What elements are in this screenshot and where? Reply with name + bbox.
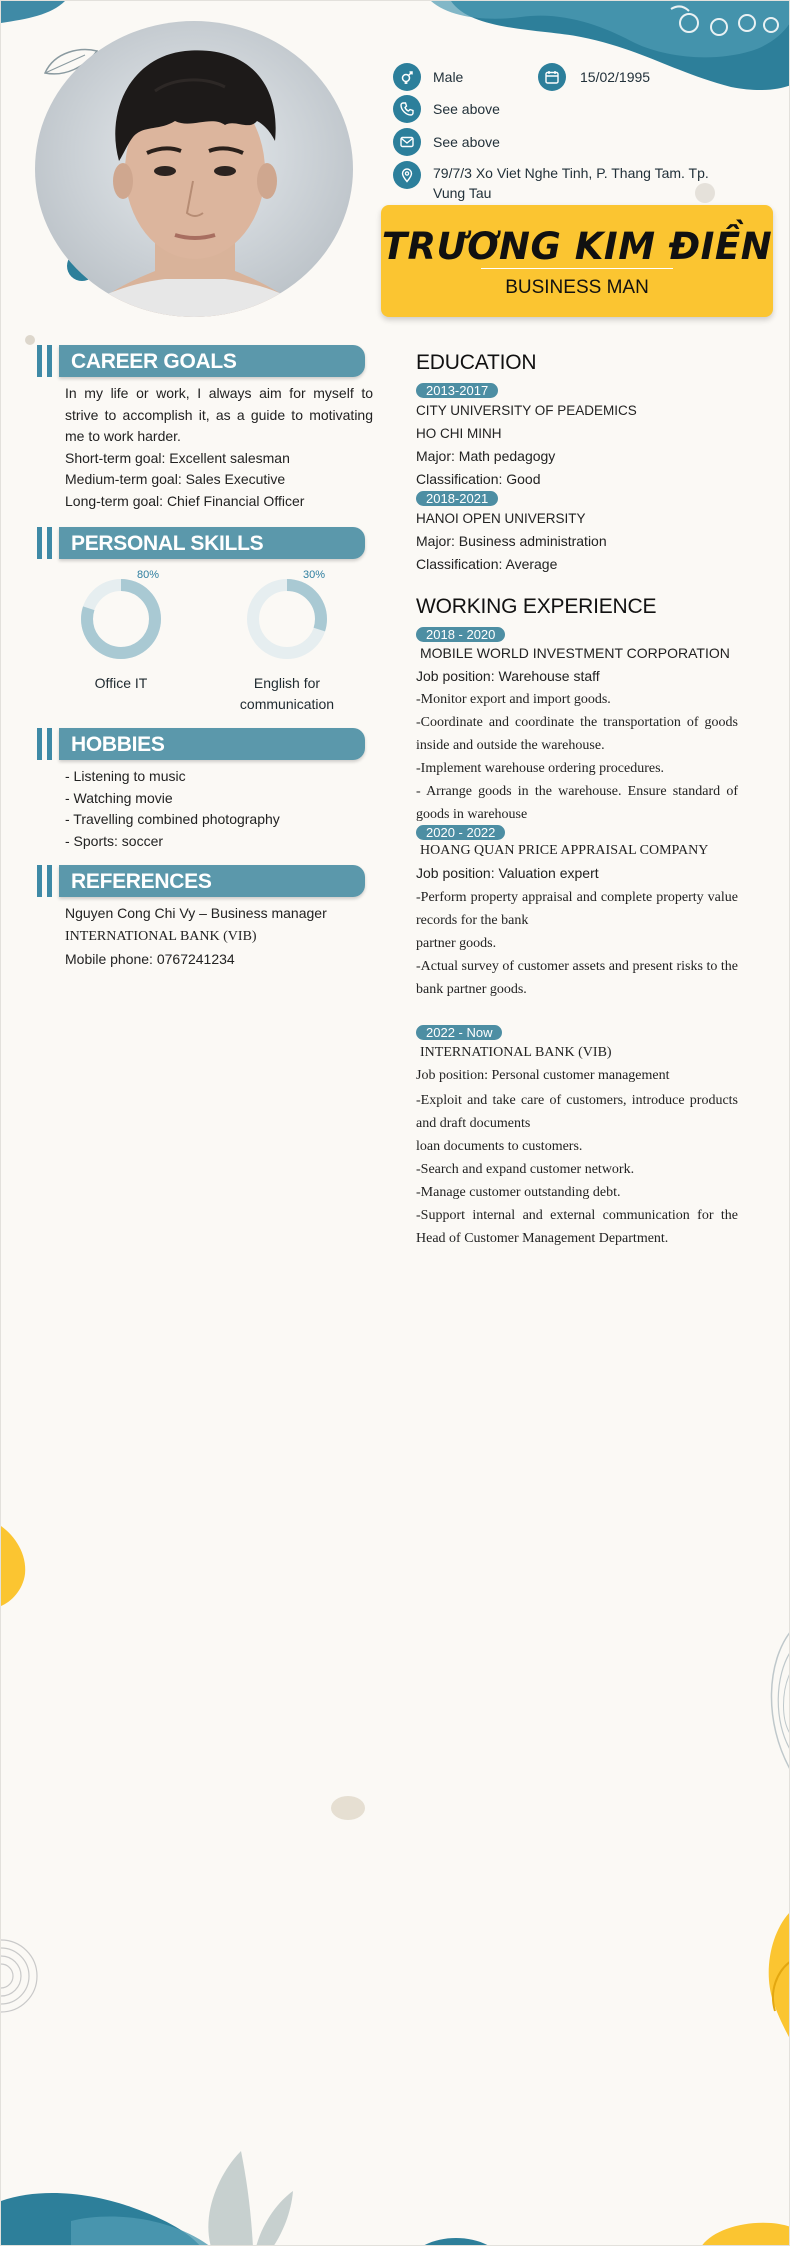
birthdate-row xyxy=(538,63,650,91)
short-term-goal: Short-term goal: Excellent salesman xyxy=(65,449,290,466)
name-banner xyxy=(381,205,773,317)
career-goals-text: In my life or work, I always aim for myself to strive to accomplish it, as a guide to motivating me to work harder. xyxy=(65,385,373,444)
duty-item: -Exploit and take care of customers, introduce products and draft documents xyxy=(416,1093,738,1131)
reference-company: INTERNATIONAL BANK (VIB) xyxy=(65,929,257,944)
hobby-item: - Watching movie xyxy=(65,789,173,806)
birthdate-text: 15/02/1995 xyxy=(580,69,651,85)
gender-icon xyxy=(393,63,421,91)
experience-period: 2022 - Now xyxy=(416,1025,502,1040)
bottom-wave-decoration xyxy=(1,2131,790,2246)
address-text: 79/7/3 Xo Viet Nghe Tinh, P. Thang Tam. Tp. Vung Tau xyxy=(433,165,709,201)
duty-item: - Arrange goods in the warehouse. Ensure standard of goods in warehouse xyxy=(416,784,738,822)
small-dot-decoration xyxy=(25,335,35,345)
full-name: TRƯƠNG KIM ĐIỀN xyxy=(381,225,773,268)
email-text: See above xyxy=(433,134,500,150)
calendar-icon xyxy=(538,63,566,91)
references-content xyxy=(65,902,373,971)
right-yellow-leaf-decoration xyxy=(741,1901,790,2061)
education-major: Major: Math pedagogy xyxy=(416,448,556,464)
school-name: CITY UNIVERSITY OF PEADEMICS xyxy=(416,403,637,418)
beige-dot-decoration xyxy=(331,1796,365,1820)
duty-item: loan documents to customers. xyxy=(416,1139,583,1154)
job-position: Job position: Warehouse staff xyxy=(416,668,600,684)
gender-row xyxy=(393,63,463,91)
experience-period: 2018 - 2020 xyxy=(416,627,505,642)
left-yellow-blob-decoration xyxy=(1,1526,29,1606)
company-name: HOANG QUAN PRICE APPRAISAL COMPANY xyxy=(420,843,709,858)
education-period: 2018-2021 xyxy=(416,491,498,506)
duty-item: -Implement warehouse ordering procedures. xyxy=(416,761,665,776)
education-major: Major: Business administration xyxy=(416,533,607,549)
duty-item: partner goods. xyxy=(416,936,497,951)
job-title: BUSINESS MAN xyxy=(505,277,649,298)
office-it-label: Office IT xyxy=(94,675,148,691)
reference-phone: Mobile phone: 0767241234 xyxy=(65,951,235,967)
school-name: HANOI OPEN UNIVERSITY xyxy=(416,511,586,526)
education-classification: Classification: Average xyxy=(416,556,558,572)
hobbies-header xyxy=(37,728,365,760)
hobby-item: - Sports: soccer xyxy=(65,832,164,849)
experience-duties xyxy=(416,1089,738,1250)
personal-skills-heading: PERSONAL SKILLS xyxy=(71,532,264,555)
hobbies-list xyxy=(65,766,373,852)
long-term-goal: Long-term goal: Chief Financial Officer xyxy=(65,492,305,509)
hobby-item: - Travelling combined photography xyxy=(65,811,280,827)
top-left-leaf-decoration xyxy=(1,1,65,31)
experience-duties xyxy=(416,688,738,826)
left-circles-decoration xyxy=(1,1936,41,2016)
references-heading: REFERENCES xyxy=(71,870,212,893)
skill-ring-office-it xyxy=(75,573,167,665)
medium-term-goal: Medium-term goal: Sales Executive xyxy=(65,471,286,487)
experience-duties xyxy=(416,886,738,1001)
gender-text: Male xyxy=(433,69,464,85)
reference-name: Nguyen Cong Chi Vy – Business manager xyxy=(65,905,327,921)
education-heading: EDUCATION xyxy=(416,351,537,374)
duty-item: -Monitor export and import goods. xyxy=(416,692,611,707)
career-goals-heading: CAREER GOALS xyxy=(71,350,237,373)
location-pin-icon xyxy=(393,161,421,189)
experience-entry xyxy=(416,1041,738,1087)
address-row xyxy=(393,161,733,203)
career-goals-header xyxy=(37,345,365,377)
duty-item: -Support internal and external communication for the Head of Customer Management Department. xyxy=(416,1208,738,1246)
phone-icon xyxy=(393,95,421,123)
company-name: INTERNATIONAL BANK (VIB) xyxy=(420,1045,612,1060)
education-entry xyxy=(416,399,738,468)
right-leaf-outline-decoration xyxy=(753,1631,790,1771)
english-label: English for communication xyxy=(239,675,335,712)
job-position: Job position: Personal customer management xyxy=(416,1068,670,1083)
school-city: HO CHI MINH xyxy=(416,426,502,441)
skill-ring-english xyxy=(241,573,333,665)
duty-item: -Coordinate and coordinate the transportation of goods inside and outside the warehouse. xyxy=(416,715,738,753)
english-percent: 30% xyxy=(303,569,326,581)
personal-skills-header xyxy=(37,527,365,559)
experience-period: 2020 - 2022 xyxy=(416,825,505,840)
experience-heading: WORKING EXPERIENCE xyxy=(416,595,657,618)
office-it-percent: 80% xyxy=(137,569,160,581)
name-divider xyxy=(481,268,673,269)
phone-row xyxy=(393,95,500,123)
hobbies-heading: HOBBIES xyxy=(71,733,165,756)
duty-item: -Manage customer outstanding debt. xyxy=(416,1185,621,1200)
company-name: MOBILE WORLD INVESTMENT CORPORATION xyxy=(420,645,730,661)
duty-item: -Perform property appraisal and complete property value records for the bank xyxy=(416,890,738,928)
education-entry xyxy=(416,507,738,576)
references-header xyxy=(37,865,365,897)
mail-icon xyxy=(393,128,421,156)
career-goals-content xyxy=(65,383,373,512)
duty-item: -Search and expand customer network. xyxy=(416,1162,635,1177)
experience-entry xyxy=(416,642,738,688)
duty-item: -Actual survey of customer assets and present risks to the bank partner goods. xyxy=(416,959,738,997)
hobby-item: - Listening to music xyxy=(65,768,186,784)
job-position: Job position: Valuation expert xyxy=(416,865,599,881)
education-period: 2013-2017 xyxy=(416,383,498,398)
education-classification: Classification: Good xyxy=(416,471,541,487)
profile-photo xyxy=(35,21,353,317)
phone-text: See above xyxy=(433,101,500,117)
email-row xyxy=(393,128,500,156)
experience-entry xyxy=(416,839,738,885)
